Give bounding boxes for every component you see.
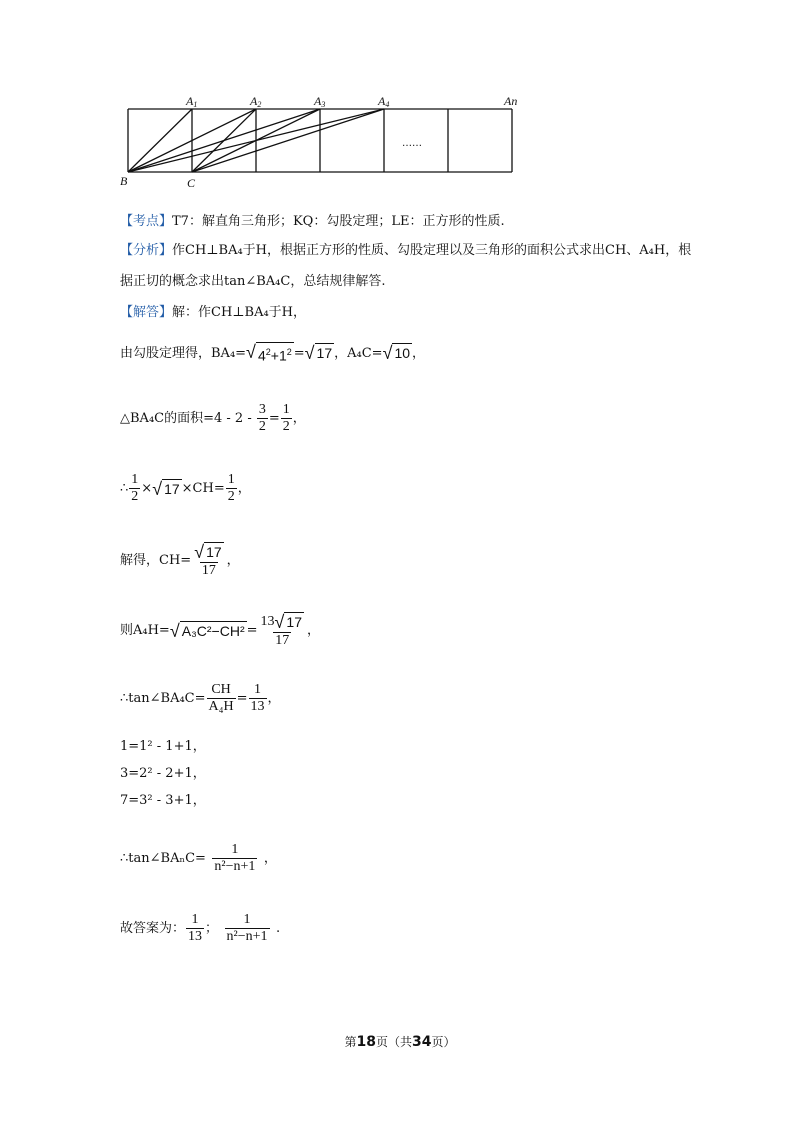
fraction: $\frac{1}{2}$	[227, 472, 235, 504]
step-tan: ∴tan∠BA₄C= $\frac{CH}{\text{A₄H}}$ = $\frac{1}{13}$ ，	[120, 682, 281, 714]
page-number: 18	[356, 1034, 376, 1050]
label-An: An	[504, 94, 518, 108]
fraction: $\frac{3}{2}$	[258, 402, 266, 434]
page-footer: 第18页（共34页）	[344, 1034, 456, 1050]
fraction: $\frac{CH}{\text{A₄H}}$	[208, 682, 234, 714]
pattern-line-2: 3=2² - 2+1，	[120, 766, 206, 781]
kaodian-tag: 【考点】	[120, 214, 173, 229]
fraction: √ 17 17	[194, 542, 222, 578]
fraction: $\frac{1}{2}$	[131, 472, 139, 504]
step-area-equation: ∴ $\frac{1}{2}$ × √ 17 ×CH= $\frac{1}{2}$ ，	[120, 472, 251, 504]
step-a4h: 则A₄H= √ A₃C²−CH² = 13 √ 17 17 ，	[120, 612, 320, 648]
step-ch: 解得，CH= √ 17 17 ，	[120, 542, 240, 578]
pattern-line-3: 7=3² - 3+1，	[120, 793, 206, 808]
fenxi-line1	[120, 241, 691, 261]
segment-C-A4	[192, 109, 384, 172]
fraction: $\frac{1}{2}$	[282, 402, 290, 434]
step-general-tan: ∴tan∠BAₙC= $\frac{1}{\text{n²−n+1}}$ ，	[120, 842, 277, 874]
geometry-figure	[110, 92, 550, 192]
step-area: △BA₄C的面积=4 - 2 - $\frac{3}{2}$ = $\frac{1}{2}$ ，	[120, 402, 306, 434]
dots: ……	[402, 138, 422, 149]
fenxi-text1: 作CH⊥BA₄于H，根据正方形的性质、勾股定理以及三角形的面积公式求出CH、A₄H，根	[172, 243, 692, 258]
label-A1: A1	[186, 94, 198, 109]
segment-B-A1	[128, 109, 192, 172]
label-A3: A3	[314, 94, 326, 109]
jieda-tag: 【解答】	[120, 305, 173, 320]
jieda-line	[120, 303, 306, 323]
fraction: 13 √ 17 17	[260, 612, 302, 648]
fraction: $\frac{1}{\text{n²−n+1}}$	[226, 912, 268, 944]
sqrt-expr: √ A₃C²−CH²	[169, 620, 245, 641]
fraction: $\frac{1}{13}$	[188, 912, 203, 944]
final-answer: 故答案为： $\frac{1}{13}$ ； $\frac{1}{\text{n²−n+1}}$ .	[120, 912, 281, 944]
fenxi-line2: 据正切的概念求出tan∠BA₄C，总结规律解答.	[120, 274, 386, 289]
label-C: C	[187, 176, 196, 190]
step-pythagoras: 由勾股定理得，BA₄= √ $4^2+1^2$ = √ 17 ，A₄C= √ 10 ，	[120, 342, 426, 364]
label-A4: A4	[378, 94, 390, 109]
kaodian-line	[120, 212, 505, 232]
total-pages: 34	[412, 1034, 432, 1050]
label-B: B	[120, 174, 128, 188]
segment-C-A2	[192, 109, 256, 172]
pattern-line-1: 1=1² - 1+1，	[120, 739, 206, 754]
kaodian-text: T7：解直角三角形；KQ：勾股定理；LE：正方形的性质.	[172, 214, 505, 229]
sqrt-17: √ 17	[152, 478, 180, 499]
sqrt-17: √ 17	[304, 343, 333, 364]
fraction: $\frac{1}{\text{n²−n+1}}$	[214, 842, 256, 874]
label-A2: A2	[250, 94, 262, 109]
jieda-text: 解：作CH⊥BA₄于H，	[172, 305, 307, 320]
fraction: $\frac{1}{13}$	[250, 682, 265, 714]
fenxi-tag: 【分析】	[120, 243, 173, 258]
sqrt-10: √ 10	[382, 343, 411, 364]
sqrt-expr: √ $4^2+1^2$	[246, 342, 292, 364]
